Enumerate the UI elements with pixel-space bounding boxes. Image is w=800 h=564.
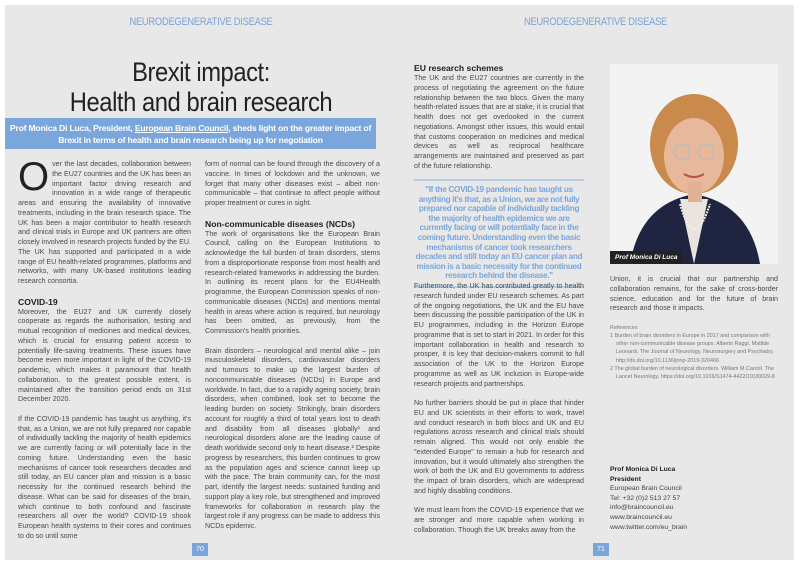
contact-website[interactable]: www.braincouncil.eu <box>610 513 672 521</box>
left-page <box>5 5 397 560</box>
photo-caption: Prof Monica Di Luca <box>610 251 682 264</box>
section-heading: EU research schemes <box>414 63 504 73</box>
pull-quote: "If the COVID-19 pandemic has taught us anything it's that, as a Union, we are not fully prepared nor capable of individually tackling the majority of health epidemics we are currently facing or will potentially face in the coming future. Understanding even the basic mechanisms of cancer took researchers decades and still today an EU cancer plan and mission is a basic necessity for the continued research behind the disease." <box>414 179 584 288</box>
paragraph: Furthermore, the UK has contributed greatly to health research funded under EU research schemes. As part of the ongoing negotiations, the UK and the EU have been discussing the possible participation of the UK in EU programmes, including in the Horizon Europe programme that is set to start in 2021. In order for this important collaboration in health and research to prosper, it is key that decision-makers commit to full association of the UK to the Horizon Europe programme as well as UK inclusion in Europe-wide research projects and partnerships. <box>414 282 584 388</box>
section-heading: COVID-19 <box>18 296 58 307</box>
paragraph: We must learn from the COVID-19 experience that we are stronger and more capable when working in collaboration. Though the UK breaks away from the <box>414 506 584 534</box>
reference-item: 2 The global burden of neurological disorders. William M Carroll. The Lancet Neurology. https://doi.org/10.1016/S1474-4422(19)30029-8 <box>610 365 775 380</box>
author-contact <box>610 465 687 532</box>
references <box>610 324 778 381</box>
standfirst-text: , sheds light on the greater impact of Brexit in terms of health and brain research being up for negotiation <box>58 123 372 145</box>
contact-email[interactable]: info@braincouncil.eu <box>610 504 674 512</box>
contact-phone: Tel: +32 (0)2 513 27 57 <box>610 494 681 502</box>
page-number: 71 <box>593 543 609 556</box>
paragraph: The UK and the EU27 countries are currently in the process of negotiating the agreement on the future relationship between the two blocs. Given the many health-related issues that are at stake, it is crucial that health does not get overlooked in the current negotiations. Amongst other issues, this would entail that customs cooperation on medicines and medical devices as well as reciprocal healthcare arrangements are maintained and preserved as part of the future relationship. <box>414 74 584 170</box>
european-brain-council-link[interactable]: European Brain Council <box>134 123 229 133</box>
right-page <box>397 5 794 560</box>
references-heading: References <box>610 324 638 331</box>
column-1 <box>18 155 191 551</box>
standfirst <box>5 118 376 149</box>
article-title <box>29 57 374 117</box>
reference-item: 1 Burden of brain disorders in Europe in 2017 and comparison with other non-communicable disease groups. Alberto Raggi, Matilde Leonardi. The Journal of Neurology, Neurosurgery and Psychiatry. http://dx.doi.org/10.1136/jnnp-2019-320466 <box>610 332 774 364</box>
running-head: NEURODEGENERATIVE DISEASE <box>523 16 668 28</box>
page-number: 70 <box>192 543 208 556</box>
drop-cap: O <box>18 155 50 199</box>
title-line: Health and brain research <box>69 87 333 117</box>
author-photo <box>610 64 778 264</box>
column-3-continued <box>414 282 584 545</box>
paragraph: Union, it is crucial that our partnership and collaboration remains, for the sake of cross-border science, education and for the future of brain research and those it impacts. <box>610 275 778 313</box>
contact-name: Prof Monica Di Luca <box>610 466 676 473</box>
contact-role: President <box>610 475 641 483</box>
intro-paragraph: ver the last decades, collaboration between the EU27 countries and the UK has been an important factor driving research and innovation in a wide range of therapeutic areas and ensuring the availability of innovative treatments, including in the brain research space. The UK has been a major contributor to health research and clinical trials in Europe and UK partners are often closely involved in research projects funded by the EU. The UK has supported and participated in a wide range of EU health-related programmes, platforms and networks, with many UK-based institutions leading research consortia. <box>18 160 191 285</box>
standfirst-text: Prof Monica Di Luca, President, <box>9 123 135 133</box>
paragraph: form of normal can be found through the discovery of a vaccine. In times of lockdown and the unknown, we forget that many other diseases exist – albeit non-communicable – that continue to affect people without proper treatment or cures in sight. <box>205 160 380 207</box>
column-2 <box>205 160 380 542</box>
column-4 <box>610 275 778 381</box>
paragraph: The work of organisations like the European Brain Council, calling on the European Institutions to acknowledge the full burden of brain disorders, stems from a disproportionate response from most health and research-related frameworks in addressing the burden. In outlining its recent plans for the EU4Health programme, the European Commission speaks of non-communicable diseases (NCDs) and mentions mental health in areas where action is required, but neurology has been omitted, as previously, from the Commission's health priorities. <box>205 229 380 335</box>
running-head: NEURODEGENERATIVE DISEASE <box>129 16 273 28</box>
paragraph: No further barriers should be put in place that hinder EU and UK scientists in their efforts to work, travel and conduct research in both blocs and UK and EU regulations across research and clinical trials should remain aligned. This would not only enable the "extended Europe" to remain a hub for research and innovation, but it would ultimately also strengthen the work of both the UK and EU governments to address the impact of brain disorders, which are widespread and highly disabling conditions. <box>414 399 584 495</box>
paragraph: Moreover, the EU27 and UK currently closely cooperate as regards the authorisation, testing and mutual recognition of medicines and medical devices, which is crucial for ensuring patient access to potentially life-saving treatments. These issues have become even more important in light of the COVID-19 pandemic, which makes it paramount that health collaboration, to the greatest possible extent, is maintained after the transition period ends on 31st December 2020. <box>18 307 191 404</box>
contact-org: European Brain Council <box>610 485 682 493</box>
paragraph: Brain disorders – neurological and mental alike – join musculoskeletal disorders, cardiovascular disorders and tumours to make up the largest burden of noncommunicable diseases (NCDs) in Europe and worldwide. In fact, due to a rapidly ageing society, brain disorders, when combined, look set to become the leading burden on society. Strikingly, brain disorders account for roughly a third of total years lost to death and disability from all diseases globally¹ and neurological disorders alone are the leading cause of death worldwide second only to heart disease.² Despite progress by researchers, this burden continues to grow as the population ages and science cannot keep up with the pace. The brain community can, for the most part, identify the largest needs: sustained funding and support play a key role, but strengthened and improved frameworks for collaboration in research play the largest role if any progress can be made to address this NCDs epidemic. <box>205 346 380 530</box>
contact-twitter[interactable]: www.twitter.com/eu_brain <box>610 523 688 531</box>
portrait-illustration <box>610 64 778 264</box>
column-3 <box>414 63 584 181</box>
title-line: Brexit impact: <box>132 57 270 87</box>
section-heading: Non-communicable diseases (NCDs) <box>205 218 355 229</box>
paragraph: If the COVID-19 pandemic has taught us anything, it's that, as a Union, we are not fully prepared nor capable of individually tackling the majority of health epidemics we are currently facing or will potentially face in the coming future. Understanding even the basic mechanisms of cancer took researchers decades and still today, an EU cancer plan and mission is a basic necessity for the continued research behind the disease. What can be said for diseases of the brain, which continue to both confound and fascinate researchers all over the world? COVID-19 shook European health systems to their cores and continues to do so until some <box>18 414 191 540</box>
